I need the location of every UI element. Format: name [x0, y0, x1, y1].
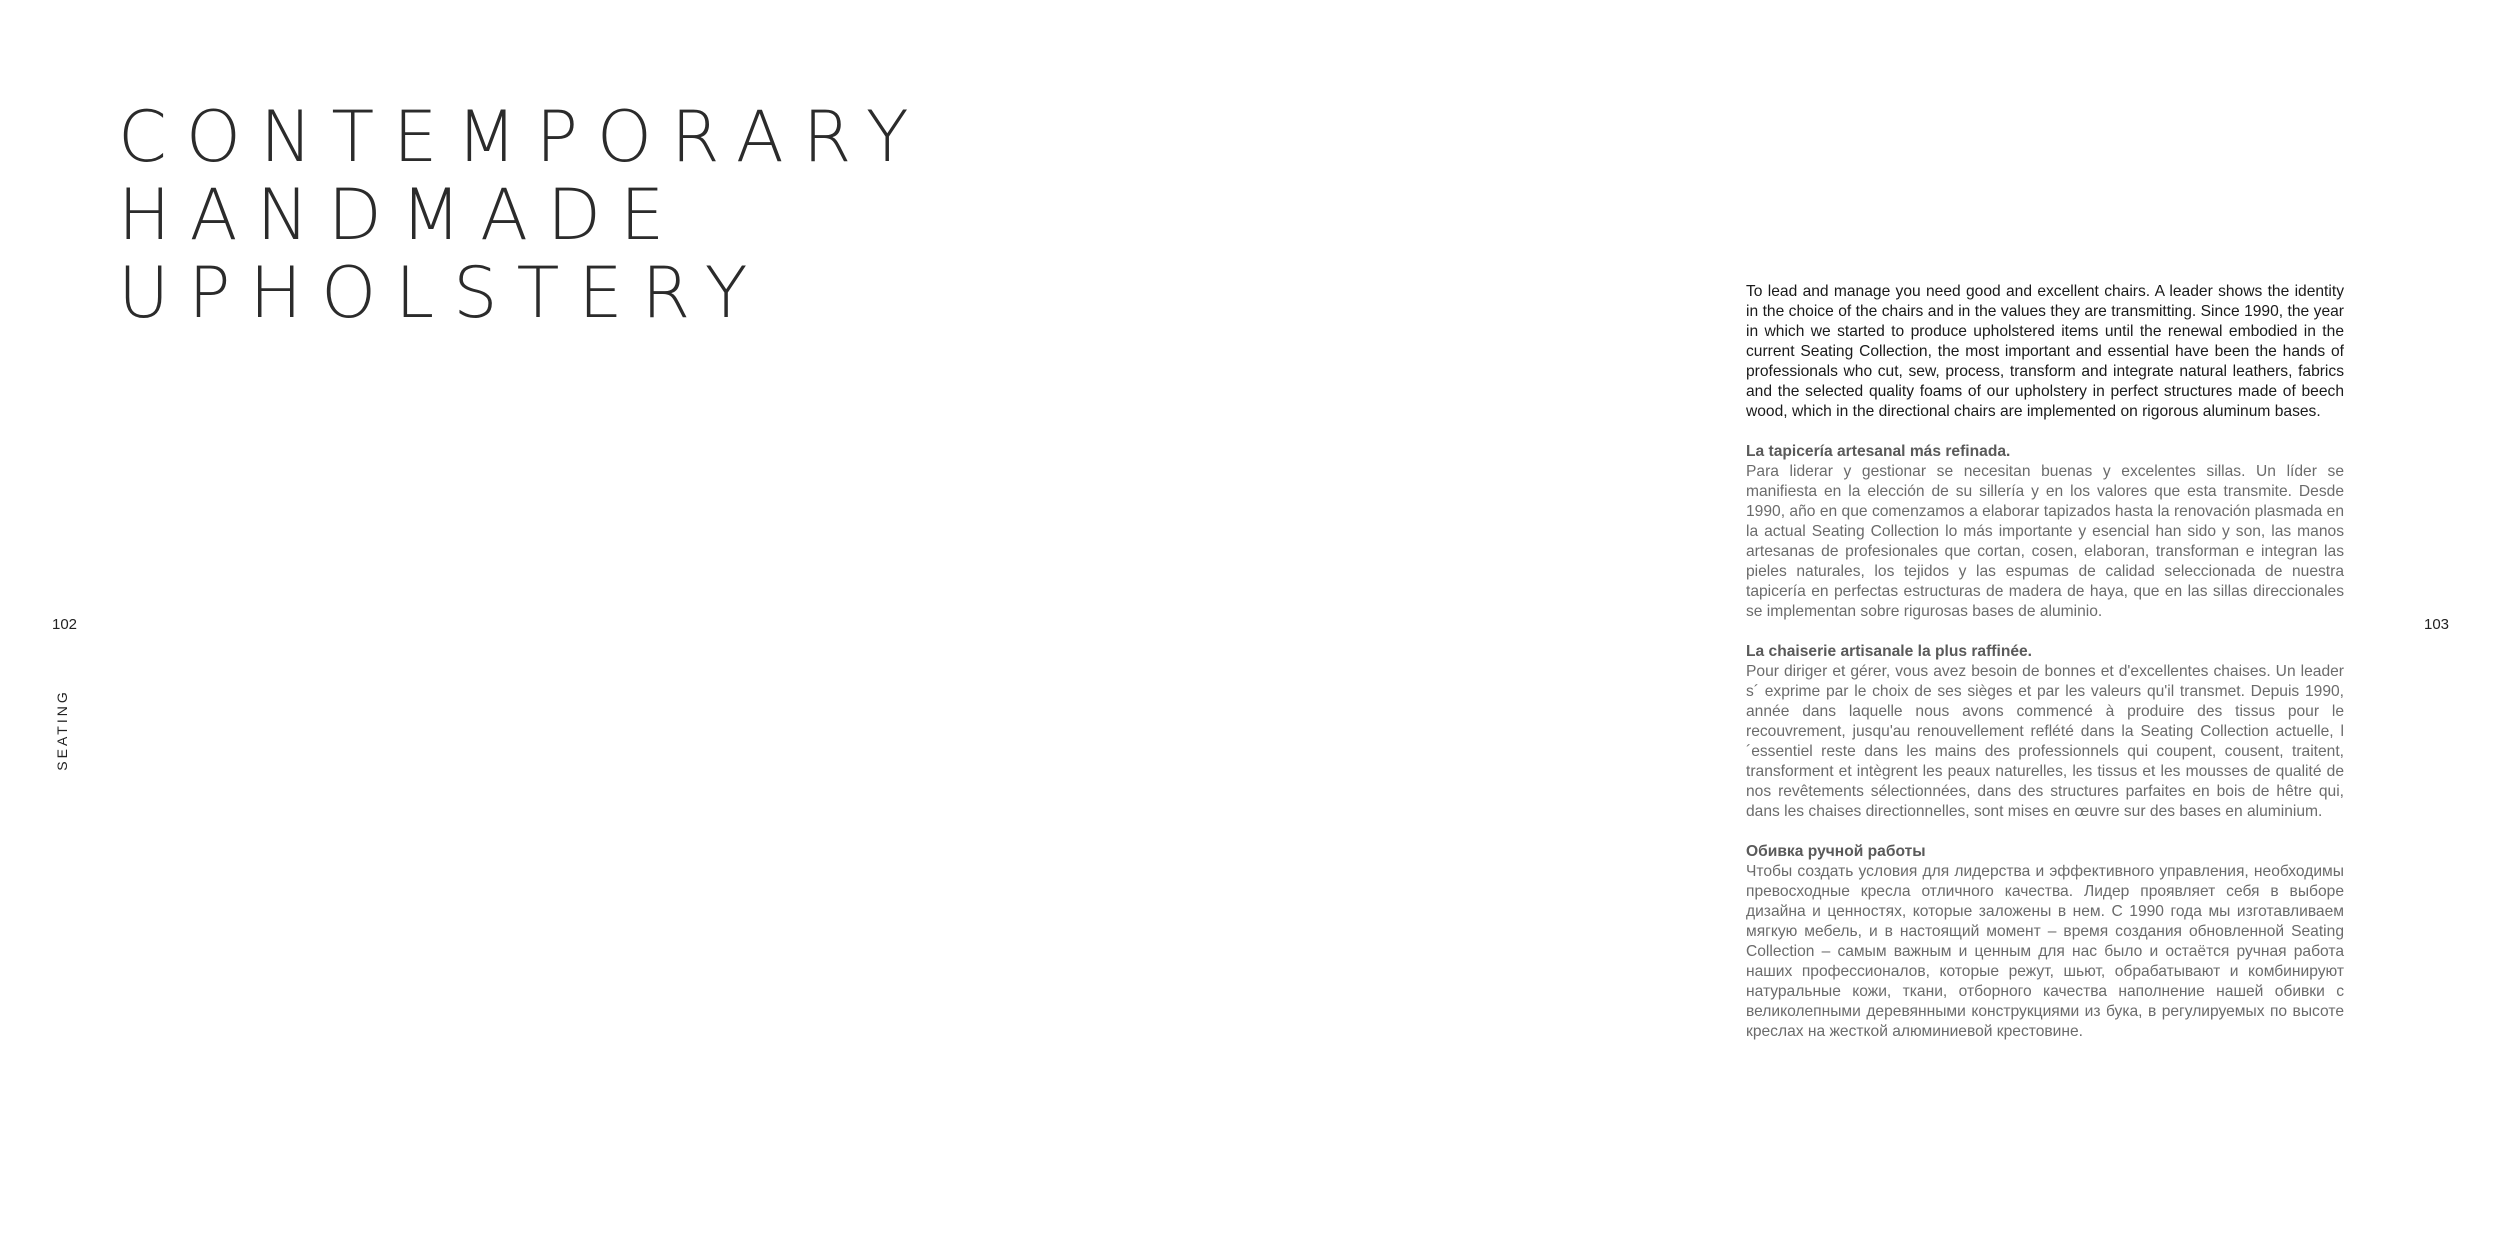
french-heading: La chaiserie artisanale la plus raffinée.: [1746, 643, 2033, 660]
page-number-left: 102: [52, 616, 78, 633]
section-label: SEATING: [54, 689, 70, 771]
english-paragraph: To lead and manage you need good and excellent chairs. A leader shows the identity in the choice of the chairs and in the values they are transmitting. Since 1990, the year in which we started to produce upholstered items until the renewal embodied in the current Seating Collection, the most important and essential have been the hands of professionals who cut, sew, process, transform and integrate natural leathers, fabrics and the selected quality foams of our upholstery in perfect structures made of beech wood, which in the directional chairs are implemented on rigorous aluminum bases.: [1746, 283, 2344, 420]
russian-block: [1746, 842, 2344, 1042]
french-paragraph: Pour diriger et gérer, vous avez besoin de bonnes et d'excellentes chaises. Un leader s´ exprime par le choix de ses sièges et par les valeurs qu'il transmet. Depuis 1990, année dans laquelle nous avons commencé à produire des tissus pour le recouvrement, jusqu'au renouvellement reflété dans la Seating Collection actuelle, l´essentiel reste dans les mains des professionnels qui coupent, cousent, traitent, transforment et intègrent les peaux naturelles, les tissus et les mousses de qualité de nos revêtements sélectionnées, dans des structures parfaites en bois de hêtre qui, dans les chaises directionnelles, sont mises en œuvre sur des bases en aluminium.: [1746, 663, 2344, 820]
spanish-heading: La tapicería artesanal más refinada.: [1746, 443, 2011, 460]
page-number-right: 103: [2424, 616, 2450, 633]
title-line-1: CONTEMPORARY: [118, 96, 928, 178]
russian-heading: Обивка ручной работы: [1746, 843, 1926, 860]
spanish-block: [1746, 442, 2344, 622]
russian-paragraph: Чтобы создать условия для лидерства и эффективного управления, необходимы превосходные кресла отличного качества. Лидер проявляет себя в выборе дизайна и ценностях, которые заложены в нем. С 1990 года мы изготавливаем мягкую мебель, и в настоящий момент – время создания обновленной Seating Collection – самым важным и ценным для нас было и остаётся ручная работа наших профессионалов, которые режут, шьют, обрабатывают и комбинируют натуральные кожи, ткани, отборного качества наполнение нашей обивки с великолепными деревянными конструкциями из бука, в регулируемых по высоте креслах на жесткой алюминиевой крестовине.: [1746, 863, 2344, 1040]
text-column: [1746, 282, 2344, 1062]
title-line-3: UPHOLSTERY: [118, 252, 767, 334]
page-title: [118, 98, 928, 332]
french-block: [1746, 642, 2344, 822]
spanish-paragraph: Para liderar y gestionar se necesitan buenas y excelentes sillas. Un líder se manifiesta en la elección de su sillería y en los valores que esta transmite. Desde 1990, año en que comenzamos a elaborar tapizados hasta la renovación plasmada en la actual Seating Collection lo más importante y esencial han sido y son, las manos artesanas de profesionales que cortan, cosen, elaboran, transforman e integran las pieles naturales, los tejidos y las espumas de calidad seleccionada de nuestra tapicería en perfectas estructuras de madera de haya, que en las sillas direccionales se implementan sobre rigurosas bases de aluminio.: [1746, 463, 2344, 620]
title-line-2: HANDMADE: [118, 174, 684, 256]
